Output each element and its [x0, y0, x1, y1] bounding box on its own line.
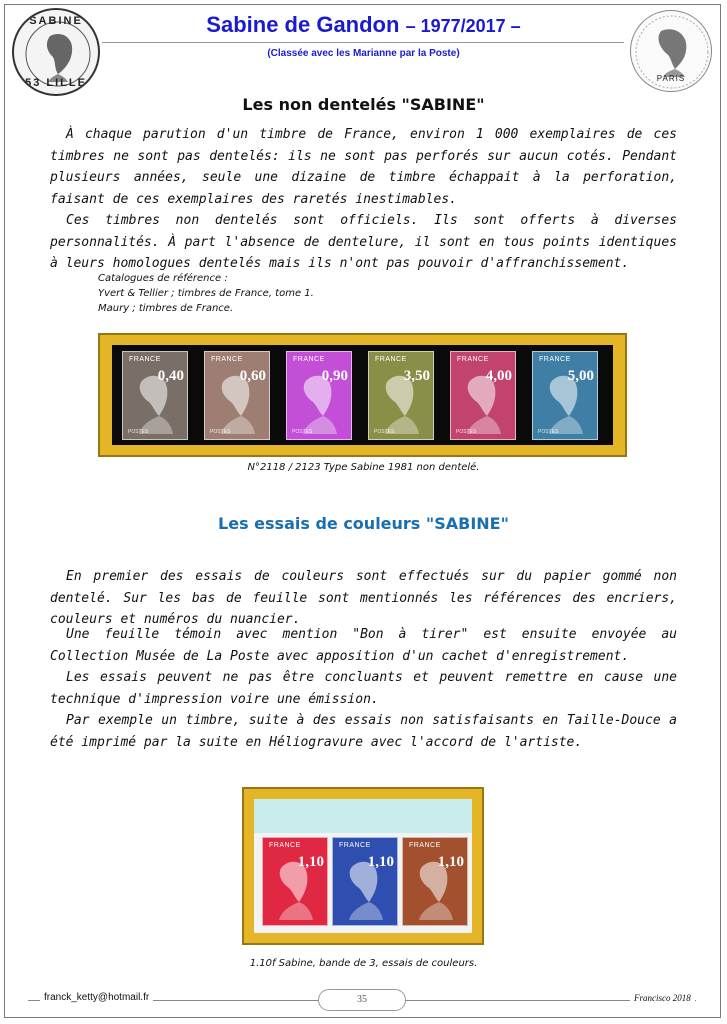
sabine-portrait-icon — [533, 352, 598, 440]
footer-email: franck_ketty@hotmail.fr — [40, 992, 153, 1003]
paragraph: Les essais peuvent ne pas être concluants et peuvent remettre en cause une technique d'impression voire une émission. — [50, 670, 677, 707]
stamp-country: FRANCE — [457, 356, 489, 363]
stamp-postes: POSTES — [292, 429, 313, 435]
sheet-margin — [254, 799, 472, 833]
sabine-portrait-icon — [403, 838, 468, 926]
paragraph: Une feuille témoin avec mention "Bon à tirer" est ensuite envoyée au Collection Musée de La Poste avec apposition d'un cachet d'enregistrement. — [50, 627, 677, 664]
page-subtitle: (Classée avec les Marianne par la Poste) — [267, 48, 460, 59]
stamp-country: FRANCE — [375, 356, 407, 363]
sabine-seal-left — [12, 8, 100, 96]
stamp-country: FRANCE — [129, 356, 161, 363]
color-trial-sheet — [254, 799, 472, 933]
stamp-country: FRANCE — [339, 842, 371, 849]
stamp — [402, 837, 468, 926]
paragraph: Ces timbres non dentelés sont officiels. Ils sont offerts à diverses personnalités. À part l'absence de dentelure, il sont en tous points identiques à leurs homologues dentelés mais ils n'ont pas pouvoir d'affranchissement. — [50, 213, 677, 271]
reference-item: Yvert & Tellier ; timbres de France, tome 1. — [98, 288, 314, 299]
stamp-value: 0,60 — [239, 368, 266, 384]
image-caption: N°2118 / 2123 Type Sabine 1981 non dentelé. — [247, 462, 480, 473]
stamp-country: FRANCE — [409, 842, 441, 849]
sabine-seal-right — [630, 10, 712, 92]
stamp-backing — [112, 345, 613, 445]
stamp-frame-non-denteles — [98, 333, 627, 457]
stamp — [532, 351, 598, 440]
stamp-value: 1,10 — [297, 854, 324, 870]
catalogue-references — [98, 271, 498, 316]
sabine-portrait-icon — [263, 838, 328, 926]
stamp — [332, 837, 398, 926]
stamp — [368, 351, 434, 440]
seal-top-text: SABINE — [29, 15, 83, 27]
paragraph: Par exemple un timbre, suite à des essais non satisfaisants en Taille-Douce a été imprimé par la suite en Héliogravure avec l'accord de l'artiste. — [50, 713, 677, 750]
stamp-value: 0,90 — [321, 368, 348, 384]
page-title-text: Sabine de Gandon — [206, 12, 400, 37]
stamp — [286, 351, 352, 440]
header-rule — [102, 42, 624, 43]
image-caption: 1.10f Sabine, bande de 3, essais de couleurs. — [249, 958, 478, 969]
stamp-frame-essais — [242, 787, 484, 945]
reference-item: Maury ; timbres de France. — [98, 303, 234, 314]
stamp-country: FRANCE — [211, 356, 243, 363]
stamp-postes: POSTES — [538, 429, 559, 435]
sabine-portrait-icon — [333, 838, 398, 926]
stamp — [450, 351, 516, 440]
page-title-years: – 1977/2017 – — [405, 16, 521, 36]
stamp-value: 0,40 — [157, 368, 184, 384]
sabine-portrait-icon — [205, 352, 270, 440]
stamp — [262, 837, 328, 926]
references-title: Catalogues de référence : — [98, 273, 228, 284]
stamp-country: FRANCE — [539, 356, 571, 363]
section-title-non-denteles: Les non dentelés "SABINE" — [242, 95, 485, 114]
sabine-portrait-icon — [123, 352, 188, 440]
stamp-value: 1,10 — [367, 854, 394, 870]
stamp-country: FRANCE — [269, 842, 301, 849]
stamp-country: FRANCE — [293, 356, 325, 363]
stamp-postes: POSTES — [374, 429, 395, 435]
stamp — [204, 351, 270, 440]
page-title — [100, 12, 627, 38]
right-seal-bottom-text: PARIS — [656, 74, 686, 83]
section-title-essais-couleurs: Les essais de couleurs "SABINE" — [218, 514, 509, 533]
paragraph: À chaque parution d'un timbre de France, environ 1 000 exemplaires de ces timbres ne sont pas dentelés: ils ne sont pas perforés sur aucun cotés. Pendant plusieurs années, seule une dizaine de timbre échappait à la perforation, faisant de ces exemplaires des raretés inestimables. — [50, 127, 677, 207]
stamp — [122, 351, 188, 440]
stamp-value: 1,10 — [437, 854, 464, 870]
footer-signature: Francisco 2018 — [630, 993, 695, 1003]
stamp-value: 3,50 — [403, 368, 430, 384]
stamp-value: 4,00 — [485, 368, 512, 384]
paragraph: En premier des essais de couleurs sont effectués sur du papier gommé non dentelé. Sur les bas de feuille sont mentionnés les références des encriers, couleurs et numéros du nuancier. — [50, 569, 677, 627]
seal-bottom-text: 53 LILLE — [25, 77, 87, 89]
page-number: 35 — [318, 989, 406, 1011]
stamp-postes: POSTES — [456, 429, 477, 435]
sabine-portrait-icon — [451, 352, 516, 440]
sabine-portrait-icon — [369, 352, 434, 440]
stamp-postes: POSTES — [128, 429, 149, 435]
stamp-value: 5,00 — [567, 368, 594, 384]
sabine-portrait-icon — [287, 352, 352, 440]
stamp-postes: POSTES — [210, 429, 231, 435]
